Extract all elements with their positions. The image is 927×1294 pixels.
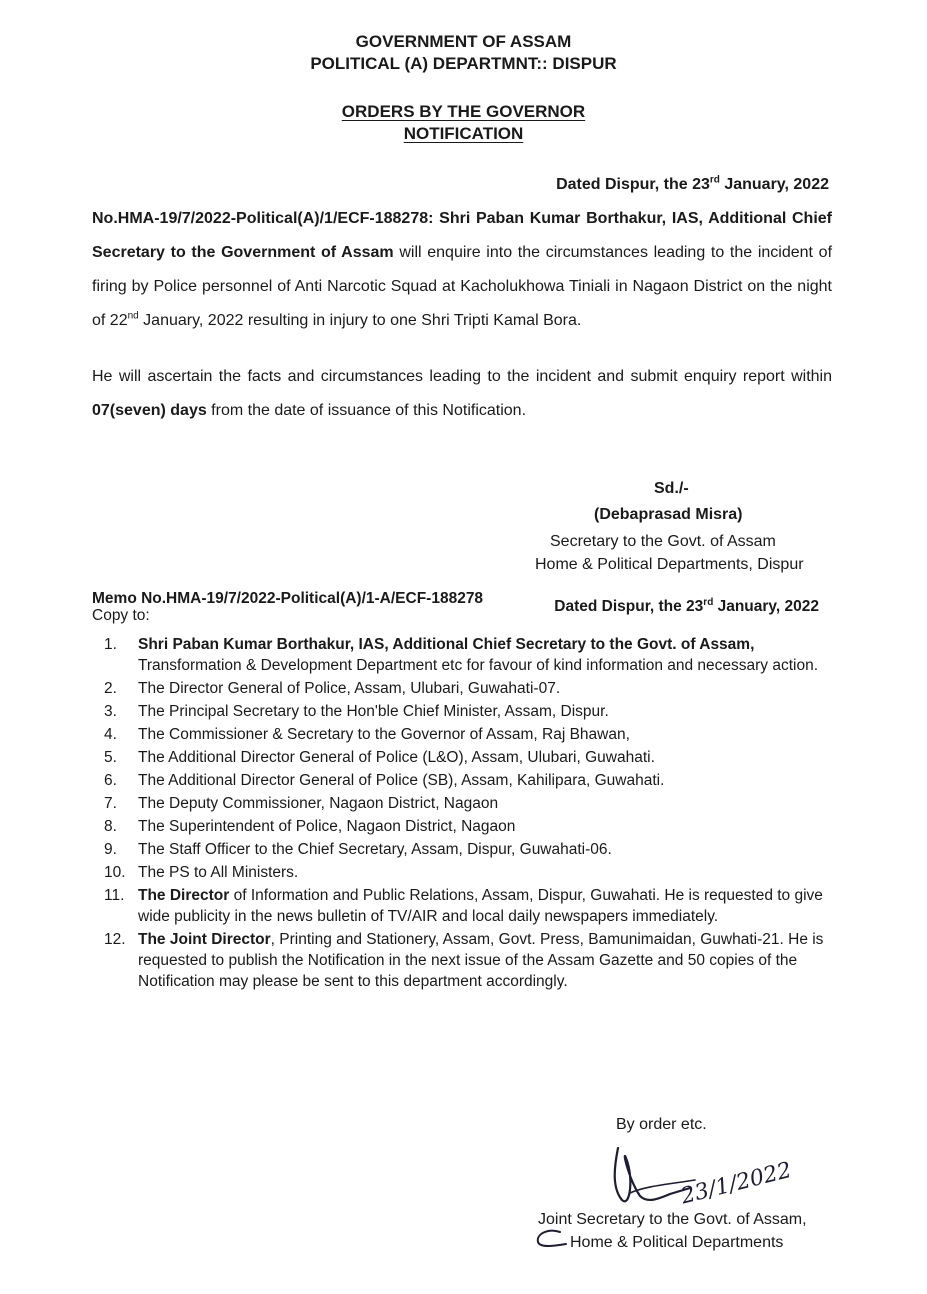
copy-list-number: 7. [104,795,117,812]
copy-list-number: 3. [104,703,117,720]
by-order-text: By order etc. [616,1116,707,1133]
copy-list-text: The Additional Director General of Police (L&O), Assam, Ulubari, Guwahati. [138,749,655,766]
copy-list-item [104,770,829,791]
copy-to-label: Copy to: [92,607,150,624]
memo-date: Dated Dispur, the 23rd January, 2022 [554,596,819,615]
copy-list-text: The Additional Director General of Police (SB), Assam, Kahilipara, Guwahati. [138,772,665,789]
copy-list-item [104,793,829,814]
copy-list-item [104,747,829,768]
copy-list-text: The Superintendent of Police, Nagaon District, Nagaon [138,818,516,835]
joint-secretary-designation-1: Joint Secretary to the Govt. of Assam, [538,1211,807,1228]
initial-mark [530,1226,570,1252]
signatory-name: (Debaprasad Misra) [594,506,743,523]
copy-list-item [104,839,829,860]
signatory-designation-1: Secretary to the Govt. of Assam [550,533,776,550]
notification-paragraph-2: He will ascertain the facts and circumstances leading to the incident and submit enquiry report within 07(seven) days from the date of issuance of this Notification. [92,368,832,419]
copy-list-text: The Director General of Police, Assam, Ulubari, Guwahati-07. [138,680,561,697]
copy-list-text: The Joint Director, Printing and Stationery, Assam, Govt. Press, Bamunimaidan, Guwhati-21. He is requested to publish the Notification in the next issue of the Assam Gazette and 50 copies of the Notification may please be sent to this department accordingly. [138,931,824,990]
notification-paragraph-1: No.HMA-19/7/2022-Political(A)/1/ECF-188278: Shri Paban Kumar Borthakur, IAS, Additional Chief Secretary to the Government of Assam will enquire into the circumstances leading to the incident of firing by Police personnel of Anti Narcotic Squad at Kacholukhowa Tiniali in Nagaon District on the night of 22nd January, 2022 resulting in injury to one Shri Tripti Kamal Bora. [92,210,833,329]
handwritten-date: 23/1/2022 [678,1157,795,1210]
department-heading: POLITICAL (A) DEPARTMNT:: DISPUR [310,54,617,73]
copy-list-text: The Principal Secretary to the Hon'ble Chief Minister, Assam, Dispur. [138,703,609,720]
copy-list-number: 6. [104,772,117,789]
copy-list-number: 12. [104,931,126,948]
copy-list-item [104,885,829,927]
notification-heading: NOTIFICATION [403,124,524,143]
copy-list-item [104,678,829,699]
memo-number: Memo No.HMA-19/7/2022-Political(A)/1-A/ECF-188278 [92,590,484,607]
copy-list-item [104,816,829,837]
copy-list-number: 11. [104,887,125,904]
notification-reference: No.HMA-19/7/2022-Political(A)/1/ECF-188278: Shri Paban Kumar Borthakur, IAS, Additional Chief Secretary to the Government of Assam [92,210,832,261]
copy-list-text: The PS to All Ministers. [138,864,299,881]
govt-heading: GOVERNMENT OF ASSAM [355,32,572,51]
copy-to-list [104,634,829,993]
copy-list-text: The Commissioner & Secretary to the Governor of Assam, Raj Bhawan, [138,726,630,743]
copy-list-item [104,724,829,745]
copy-list-text: The Deputy Commissioner, Nagaon District, Nagaon [138,795,499,812]
copy-list-item [104,701,829,722]
copy-list-item [104,929,829,992]
orders-heading: ORDERS BY THE GOVERNOR [341,102,586,121]
copy-list-number: 9. [104,841,117,858]
copy-list-text: Shri Paban Kumar Borthakur, IAS, Additional Chief Secretary to the Govt. of Assam, Transformation & Development Department etc for favour of kind information and necessary action. [138,636,819,674]
copy-list-number: 1. [104,636,117,653]
copy-list-item [104,862,829,883]
copy-list-text: The Staff Officer to the Chief Secretary, Assam, Dispur, Guwahati-06. [138,841,612,858]
copy-list-number: 4. [104,726,117,743]
copy-list-number: 5. [104,749,117,766]
signatory-designation-2: Home & Political Departments, Dispur [535,556,804,573]
copy-list-number: 10. [104,864,126,881]
sd-mark: Sd./- [654,480,689,497]
joint-secretary-designation-2: Home & Political Departments [570,1234,784,1251]
copy-list-number: 2. [104,680,117,697]
handwritten-signature [600,1138,800,1218]
copy-list-item [104,634,829,676]
copy-list-number: 8. [104,818,117,835]
copy-list-text: The Director of Information and Public Relations, Assam, Dispur, Guwahati. He is requested to give wide publicity in the news bulletin of TV/AIR and local daily newspapers immediately. [138,887,823,925]
notification-date: Dated Dispur, the 23rd January, 2022 [556,174,829,193]
